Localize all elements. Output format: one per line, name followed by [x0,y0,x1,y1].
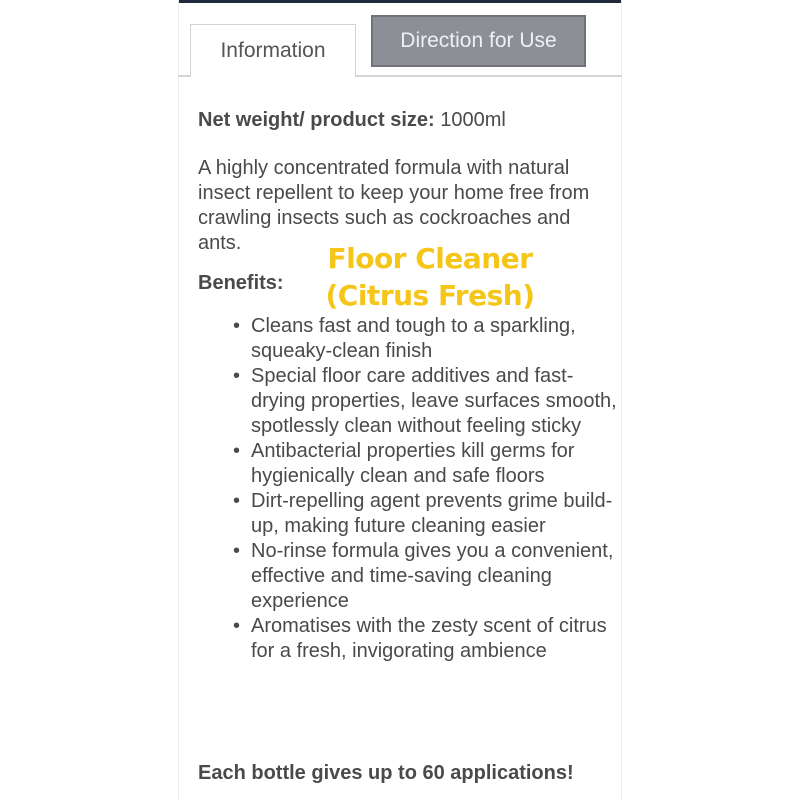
list-item [198,489,618,539]
list-item [198,314,618,364]
benefits-heading: Benefits: [198,272,284,294]
net-weight-value: 1000ml [434,109,506,131]
product-description: A highly concentrated formula with natural insect repellent to keep your home free from crawling insects such as cockroaches and ants. [198,157,590,254]
tab-information[interactable]: Information [190,24,356,77]
benefit-text: Antibacterial properties kill germs for hygienically clean and safe floors [251,440,575,487]
list-item [198,539,618,614]
benefit-text: Aromatises with the zesty scent of citrus for a fresh, invigorating ambience [251,615,607,662]
bullet-icon: • [233,490,241,512]
overlay-line-2: (Citrus Fresh) [325,279,535,312]
bullet-icon: • [233,615,241,637]
benefits-list [198,314,618,664]
list-item [198,364,618,439]
product-name-overlay [300,240,560,314]
tab-direction-for-use[interactable]: Direction for Use [371,15,586,67]
bullet-icon: • [233,365,241,387]
benefit-text: Special floor care additives and fast-drying properties, leave surfaces smooth, spotlessly clean without feeling sticky [251,365,617,437]
list-item [198,614,618,664]
panel-edge-right [621,0,622,800]
bullet-icon: • [233,440,241,462]
net-weight-line [198,108,618,133]
net-weight-label: Net weight/ product size: [198,109,435,131]
benefit-text: Dirt-repelling agent prevents grime build-up, making future cleaning easier [251,490,613,537]
benefit-text: No-rinse formula gives you a convenient, effective and time-saving cleaning experience [251,540,614,612]
applications-note: Each bottle gives up to 60 applications! [198,762,574,784]
top-border-bar [178,0,622,3]
overlay-line-1: Floor Cleaner [327,242,533,275]
bullet-icon: • [233,540,241,562]
bullet-icon: • [233,315,241,337]
panel-edge-left [178,0,179,800]
list-item [198,439,618,489]
benefit-text: Cleans fast and tough to a sparkling, squeaky-clean finish [251,315,576,362]
